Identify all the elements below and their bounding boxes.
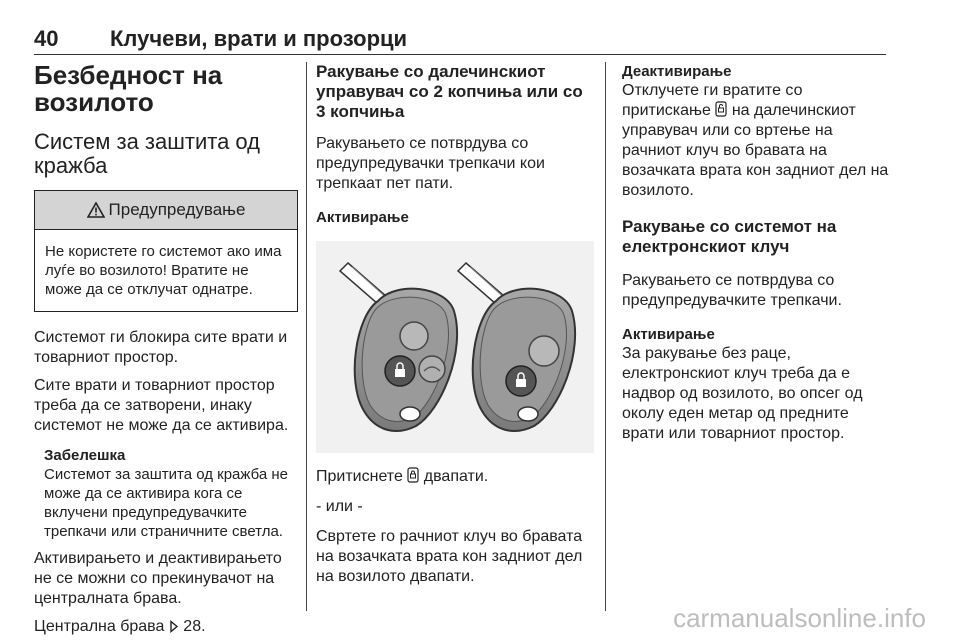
warning-triangle-icon [87,202,105,218]
paragraph: Ракувањето се потврдува со предупредувачки трепкачи кои трепкаат пет пати. [316,135,545,192]
remote-keys-illustration [316,241,594,453]
paragraph: Ракувањето се потврдува со предупредувачките трепкачи. [622,272,842,309]
cross-reference [34,617,298,637]
warning-header [35,191,297,230]
reference-arrow-icon [169,620,179,633]
subsection-heading: Ракување со системот на електронскиот клуч [622,217,837,256]
paragraph: Системот ги блокира сите врати и товарниот простор. [34,329,288,366]
paragraph: Свртете го рачниот клуч во бравата на возачката врата кон задниот дел на возилото двапати. [316,528,583,585]
or-separator: - или - [316,498,363,515]
paragraph [622,81,890,201]
column-2 [316,62,594,587]
note-text: Системот за заштита од кражба не може да се активира кога се вклучени предупредувачките трепкачи или страничните светла. [44,466,288,540]
column-1 [34,62,298,637]
press-text: Притиснете [316,468,403,485]
warning-title: Предупредување [108,200,246,219]
reference-page[interactable]: 28. [183,618,206,635]
column-3 [622,62,890,444]
column-divider [306,62,307,611]
key-fob-icon [458,263,575,431]
key-fob-icon [340,263,457,431]
lock-button-icon [407,467,419,483]
unlock-button-icon [715,101,727,117]
page-header [34,26,886,55]
instruction-line [316,467,594,487]
section-title: Безбедност на возилото [34,60,223,117]
note-block [34,446,298,541]
column-divider [605,62,606,611]
subsection-title: Систем за заштита од кражба [34,129,261,178]
deact-text-start: Отклучете ги вратите со притискање [622,82,803,119]
activation-heading: Активирање [316,209,409,226]
warning-text: Не користете го системот ако има луѓе во возилото! Вратите не може да се отклучат однатре. [45,243,282,298]
deactivation-heading: Деактивирање [622,63,732,80]
paragraph: Активирањето и деактивирањето не се можни со прекинувачот на централната брава. [34,550,282,607]
paragraph: Сите врати и товарниот простор треба да се затворени, инаку системот не може да се активира. [34,377,289,434]
press-text-end: двапати. [423,468,489,485]
note-heading: Забелешка [44,447,126,464]
warning-box [34,190,298,312]
reference-text: Централна брава [34,618,165,635]
paragraph: За ракување без раце, електронскиот клуч треба да е надвор од возилото, во опсег од околу еден метар од предните врати или товарниот простор. [622,345,863,442]
subsection-heading: Ракување со далечинскиот управувач со 2 копчиња или со 3 копчиња [316,62,583,121]
page-number: 40 [34,26,59,51]
watermark: carmanualsonline.info [673,603,926,633]
chapter-title: Клучеви, врати и прозорци [110,26,408,51]
warning-body [35,230,297,311]
activation-heading: Активирање [622,326,715,343]
deact-text-end: на далечинскиот управувач или со вртење на рачниот клуч во бравата на возачката врата кон задниот дел на возилото. [622,102,889,199]
